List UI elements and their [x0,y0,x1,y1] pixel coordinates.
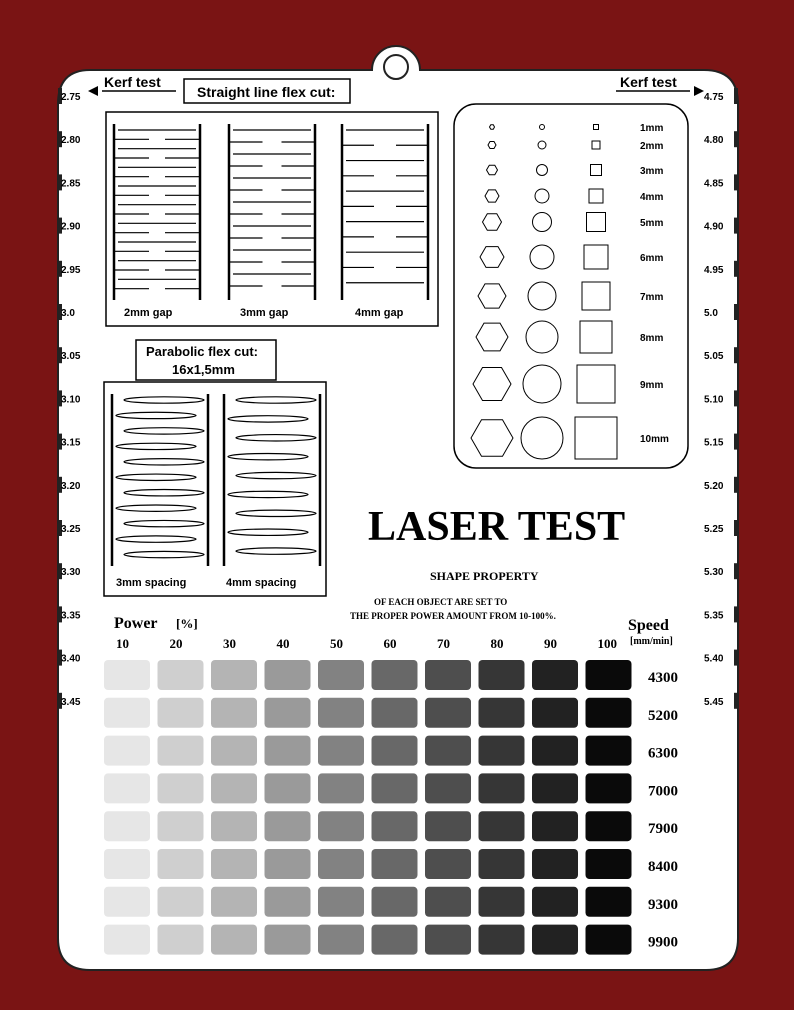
power-speed-swatch [479,698,525,728]
kerf-notch-right [734,606,738,622]
laser-test-title: LASER TEST [368,504,626,550]
kerf-right-value: 4.95 [704,264,724,276]
power-speed-swatch [586,698,632,728]
power-speed-swatch [318,698,364,728]
power-speed-swatch [425,736,471,766]
kerf-notch-right [734,563,738,579]
kerf-right-value: 5.25 [704,524,724,535]
kerf-right-value: 5.05 [704,351,724,363]
kerf-notch-right [734,347,738,363]
power-speed-swatch [586,811,632,841]
kerf-right-value: 5.30 [704,567,724,579]
kerf-right-value: 5.0 [704,308,718,319]
parabolic-title-line2: 16x1,5mm [172,362,235,377]
power-speed-swatch [158,660,204,690]
kerf-notch-right [734,434,738,450]
speed-value: 4300 [648,670,678,686]
power-speed-swatch [479,925,525,955]
power-speed-swatch [104,887,150,917]
power-speed-swatch [372,736,418,766]
power-speed-swatch [586,736,632,766]
power-speed-swatch [318,736,364,766]
kerf-right-value: 4.90 [704,221,724,233]
left-kerf-scale [58,88,81,709]
shape-size-label: 7mm [640,292,664,303]
kerf-left-value: 3.25 [61,524,81,535]
shape-size-label: 10mm [640,434,669,445]
kerf-left-value: 3.15 [61,437,81,449]
kerf-notch-right [734,693,738,709]
kerf-notch-right [734,261,738,277]
power-speed-swatch [318,773,364,803]
kerf-left-value: 3.20 [61,480,81,492]
power-speed-swatch [104,773,150,803]
power-speed-swatch [372,849,418,879]
power-speed-swatch [318,887,364,917]
kerf-left-value: 3.0 [61,308,75,319]
power-speed-swatch [318,811,364,841]
power-speed-swatch [425,660,471,690]
power-speed-swatch [158,925,204,955]
power-speed-swatch [158,698,204,728]
power-speed-swatch [265,773,311,803]
power-speed-swatch [211,811,257,841]
speed-label: Speed [628,617,669,634]
power-speed-swatch [586,925,632,955]
power-speed-swatch [425,925,471,955]
kerf-left-value: 2.80 [61,135,81,147]
spacing-label-3mm: 3mm spacing [116,577,187,589]
power-speed-swatch [425,811,471,841]
power-speed-swatch [158,773,204,803]
power-speed-swatch [532,736,578,766]
kerf-right-value: 4.85 [704,178,724,190]
shape-size-label: 9mm [640,380,664,391]
kerf-right-value: 5.15 [704,437,724,449]
power-speed-swatch [265,811,311,841]
power-speed-swatch [479,773,525,803]
speed-value: 8400 [648,859,678,875]
power-speed-swatch [318,660,364,690]
speed-value: 9900 [648,934,678,951]
shape-size-label: 6mm [640,253,664,264]
kerf-left-value: 2.90 [61,221,81,233]
kerf-right-label: Kerf test [620,74,677,90]
note-line-1: OF EACH OBJECT ARE SET TO [374,597,508,607]
power-speed-swatch [479,849,525,879]
power-speed-swatch [318,849,364,879]
kerf-left-value: 2.85 [61,178,81,190]
power-speed-swatch [425,887,471,917]
power-speed-swatch [158,811,204,841]
speed-value: 7900 [648,821,678,838]
power-speed-swatch [211,887,257,917]
power-speed-swatch [158,887,204,917]
power-speed-swatch [211,849,257,879]
power-speed-swatch [318,925,364,955]
kerf-notch-right [734,304,738,320]
power-speed-swatch [104,736,150,766]
power-speed-swatch [158,849,204,879]
kerf-right-value: 5.35 [704,610,724,622]
kerf-right-value: 5.10 [704,394,724,406]
power-speed-swatch [372,773,418,803]
power-label: Power [114,615,158,632]
kerf-notch-right [734,88,738,104]
power-speed-swatch [586,887,632,917]
kerf-left-label: Kerf test [104,74,161,90]
shape-size-label: 8mm [640,333,664,344]
power-speed-swatch [479,660,525,690]
shape-size-label: 2mm [640,141,664,152]
power-speed-swatch [425,773,471,803]
power-speed-swatch [479,887,525,917]
power-speed-swatch [211,660,257,690]
speed-value: 7000 [648,783,678,800]
power-speed-swatch [425,698,471,728]
kerf-left-value: 2.95 [61,264,81,276]
speed-value: 9300 [648,896,678,913]
kerf-right-value: 5.40 [704,653,724,665]
power-speed-swatch [532,660,578,690]
power-value: 40 [276,636,290,651]
kerf-left-value: 3.30 [61,567,81,579]
kerf-right-value: 5.20 [704,480,724,492]
power-speed-swatch [532,773,578,803]
gap-label-2mm: 2mm gap [124,307,173,319]
kerf-notch-right [734,174,738,190]
note-line-2: THE PROPER POWER AMOUNT FROM 10-100%. [350,611,556,621]
power-speed-swatch [372,887,418,917]
power-speed-swatch [265,660,311,690]
kerf-left-value: 3.10 [61,394,81,406]
kerf-left-value: 3.45 [61,696,81,708]
power-speed-swatch [372,660,418,690]
power-unit: [%] [176,616,198,631]
kerf-left-value: 3.35 [61,610,81,622]
power-speed-swatch [104,849,150,879]
gap-label-4mm: 4mm gap [355,307,404,319]
kerf-notch-right [734,477,738,493]
shape-size-label: 3mm [640,166,664,177]
power-speed-swatch [158,736,204,766]
kerf-notch-right [734,390,738,406]
kerf-left-value: 3.40 [61,653,81,665]
hang-hole [384,55,408,79]
power-speed-swatch [265,849,311,879]
shape-size-label: 1mm [640,123,664,134]
power-speed-swatch [586,849,632,879]
power-speed-swatch [372,698,418,728]
power-value: 20 [169,636,183,651]
power-value: 30 [223,636,236,651]
gap-label-3mm: 3mm gap [240,307,289,319]
power-speed-swatch [104,660,150,690]
kerf-right-value: 5.45 [704,696,724,708]
power-speed-swatch [425,849,471,879]
power-speed-swatch [265,925,311,955]
power-speed-swatch [532,925,578,955]
power-speed-swatch [532,698,578,728]
power-speed-swatch [211,773,257,803]
kerf-right-value: 4.75 [704,92,724,103]
speed-value: 6300 [648,745,678,762]
kerf-left-value: 3.05 [61,351,81,363]
power-speed-swatch [532,811,578,841]
power-speed-swatch [211,925,257,955]
power-value: 10 [116,636,129,651]
shape-property-label: SHAPE PROPERTY [430,569,539,583]
power-speed-swatch [532,849,578,879]
power-speed-swatch [479,811,525,841]
power-speed-swatch [372,925,418,955]
kerf-notch-right [734,218,738,234]
power-speed-swatch [211,736,257,766]
shape-size-label: 4mm [640,192,664,203]
kerf-notch-right [734,650,738,666]
power-speed-swatch [586,773,632,803]
kerf-notch-right [734,520,738,536]
power-speed-swatch [211,698,257,728]
straight-title: Straight line flex cut: [197,84,336,100]
kerf-left-value: 2.75 [61,92,81,103]
power-speed-swatch [104,811,150,841]
power-speed-swatch [372,811,418,841]
power-speed-swatch [265,698,311,728]
power-value: 90 [544,636,557,651]
speed-unit: [mm/min] [630,636,673,647]
spacing-label-4mm: 4mm spacing [226,577,297,589]
power-value: 60 [383,636,397,651]
power-value: 100 [597,636,617,651]
power-speed-swatch [265,736,311,766]
speed-value: 5200 [648,707,678,724]
power-speed-swatch [104,925,150,955]
power-value: 50 [330,636,343,651]
kerf-right-value: 4.80 [704,135,724,147]
power-value: 70 [437,636,450,651]
power-value: 80 [490,636,504,651]
shape-size-label: 5mm [640,218,664,229]
power-speed-swatch [532,887,578,917]
power-speed-swatch [586,660,632,690]
parabolic-title-line1: Parabolic flex cut: [146,344,258,359]
kerf-notch-right [734,131,738,147]
power-speed-swatch [479,736,525,766]
power-speed-swatch [265,887,311,917]
power-speed-swatch [104,698,150,728]
